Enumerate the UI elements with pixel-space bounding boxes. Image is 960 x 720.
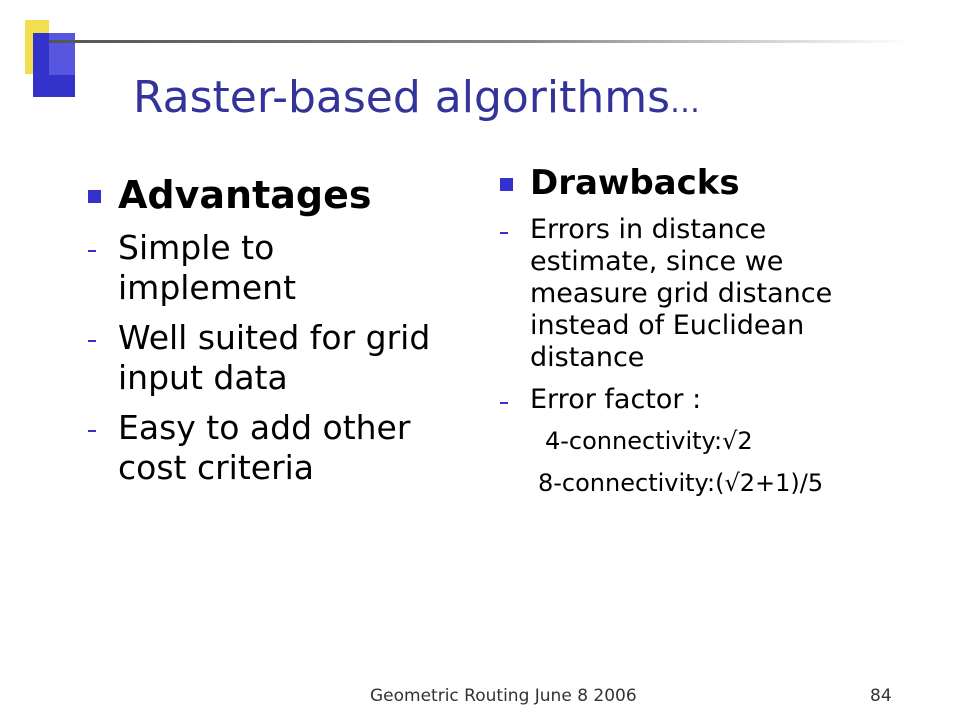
advantage-item-text: Easy to add other cost criteria [118,408,411,487]
drawbacks-column [500,162,870,498]
advantage-item [88,408,458,488]
advantage-item-text: Simple to implement [118,228,297,307]
advantage-item [88,228,458,308]
title-rule [49,40,909,43]
advantages-column [88,172,458,498]
footer-text: Geometric Routing June 8 2006 [370,686,637,706]
drawbacks-heading [500,162,870,204]
slide-title-text: Raster-based algorithms [133,72,671,123]
dash-bullet-icon [88,430,96,432]
slide-title [133,72,700,123]
drawbacks-heading-text: Drawbacks [530,163,740,203]
connectivity-4-formula: 4-connectivity:√2 [545,427,753,455]
corner-square-blue-lower [33,75,75,97]
drawback-item [500,214,870,374]
dash-bullet-icon [88,250,96,252]
slide-title-ellipsis: … [670,85,701,120]
dash-bullet-icon [500,232,508,234]
advantages-heading-text: Advantages [118,173,372,217]
square-bullet-icon [500,178,513,191]
drawback-item-text: Error factor : [530,384,702,415]
advantages-heading [88,172,458,218]
advantage-item-text: Well suited for grid input data [118,318,431,397]
page-number: 84 [870,686,892,706]
drawback-item [500,384,870,416]
dash-bullet-icon [88,340,96,342]
square-bullet-icon [88,190,101,203]
dash-bullet-icon [500,402,508,404]
drawback-item-text: Errors in distance estimate, since we measure grid distance instead of Euclidean distance [530,214,833,373]
connectivity-8-formula: 8-connectivity:(√2+1)/5 [538,469,824,497]
advantage-item [88,318,458,398]
